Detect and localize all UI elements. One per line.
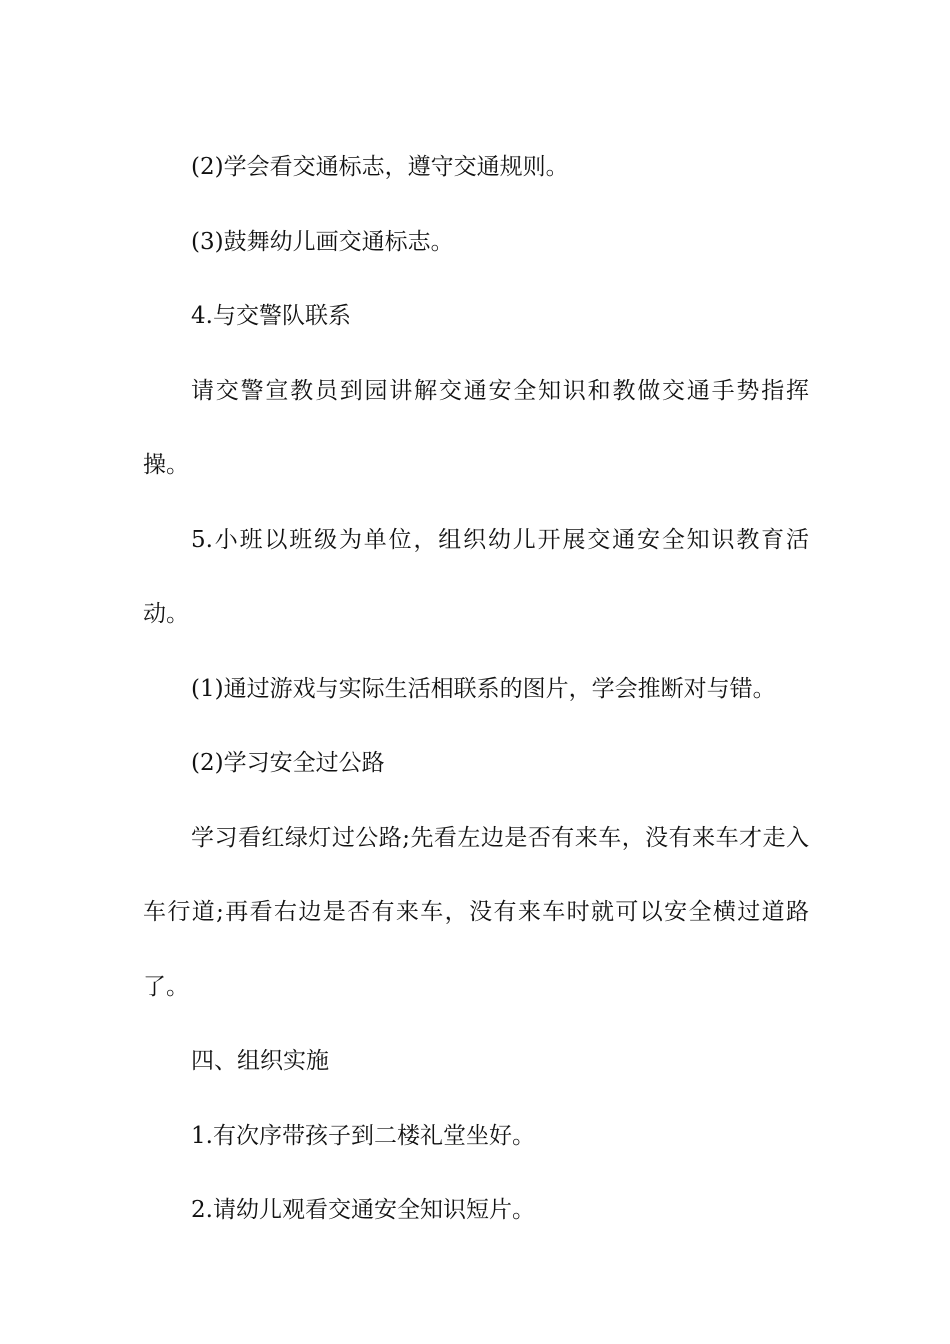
paragraph: 5.小班以班级为单位，组织幼儿开展交通安全知识教育活动。 bbox=[143, 526, 809, 627]
section-heading: 四、组织实施 bbox=[191, 1048, 329, 1074]
document-body bbox=[143, 130, 809, 1248]
paragraph: 学习看红绿灯过公路;先看左边是否有来车，没有来车才走入车行道;再看右边是否有来车，没有来车时就可以安全横过道路了。 bbox=[143, 824, 809, 1000]
paragraph: (3)鼓舞幼儿画交通标志。 bbox=[191, 228, 454, 255]
paragraph: (2)学习安全过公路 bbox=[191, 750, 385, 776]
paragraph: 1.有次序带孩子到二楼礼堂坐好。 bbox=[191, 1122, 535, 1149]
paragraph: (2)学会看交通标志，遵守交通规则。 bbox=[191, 154, 569, 180]
paragraph: 4.与交警队联系 bbox=[191, 303, 351, 329]
paragraph: 2.请幼儿观看交通安全知识短片。 bbox=[191, 1197, 535, 1223]
paragraph: (1)通过游戏与实际生活相联系的图片，学会推断对与错。 bbox=[191, 675, 776, 702]
paragraph: 请交警宣教员到园讲解交通安全知识和教做交通手势指挥操。 bbox=[143, 377, 809, 478]
